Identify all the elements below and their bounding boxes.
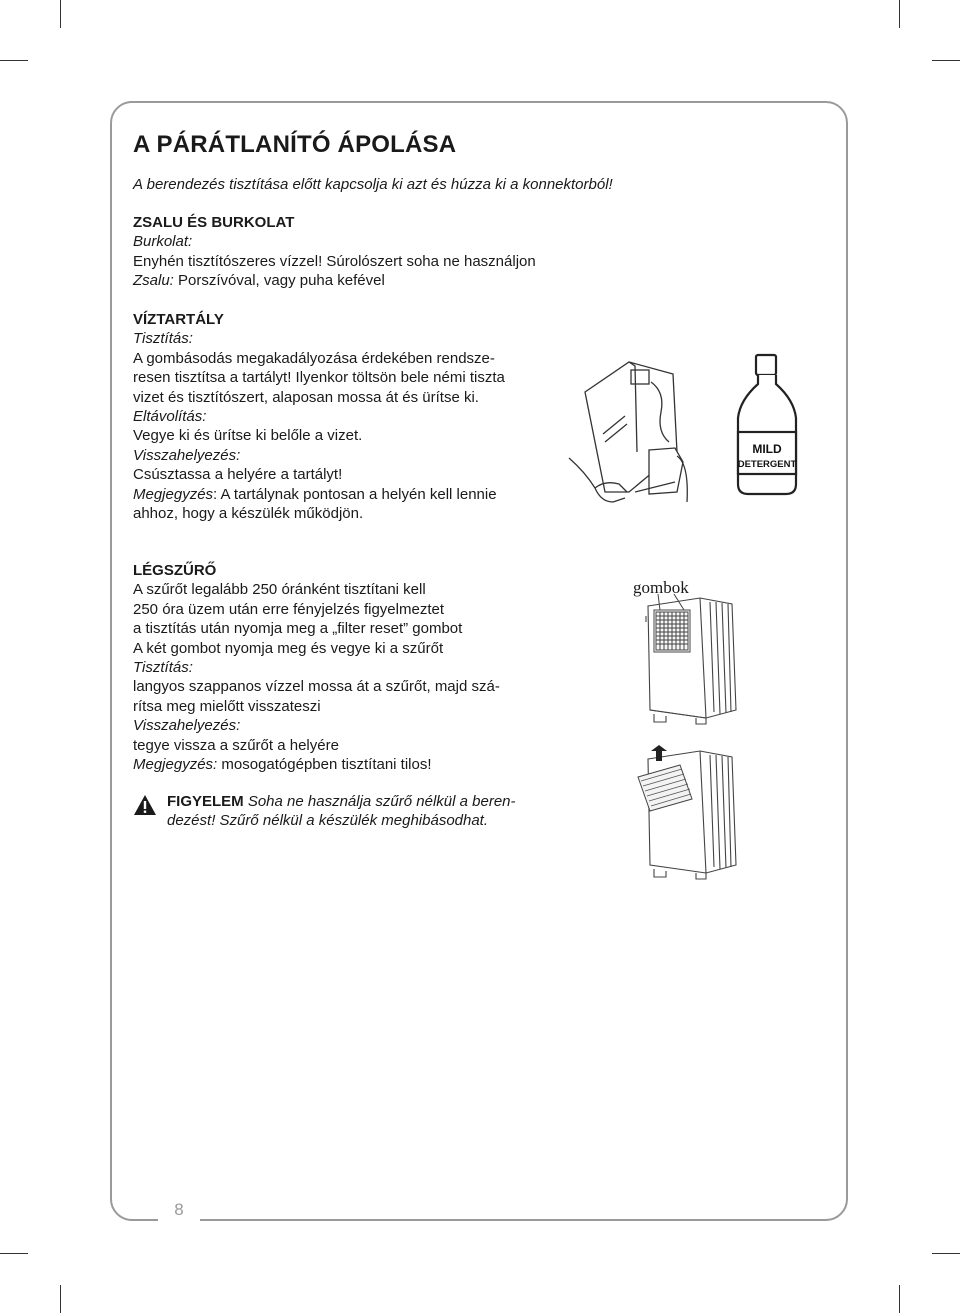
- crop-mark: [60, 0, 61, 28]
- label: Megjegyzés: [133, 485, 214, 503]
- body-text: mosogatógépben tisztítani tilos!: [217, 756, 432, 774]
- water-tank-illustration: [565, 352, 705, 522]
- warning-triangle-icon: [133, 794, 157, 816]
- warning-line: Soha ne használja szűrő nélkül a beren-: [243, 793, 516, 810]
- section-viztartaly: [133, 310, 573, 523]
- crop-mark: [932, 60, 960, 61]
- body-text: Csúsztassa a helyére a tartályt!: [133, 466, 343, 484]
- warning-line: dezést! Szűrő nélkül a készülék meghibásodhat.: [167, 812, 489, 830]
- intro-text: A berendezés tisztítása előtt kapcsolja ki azt és húzza ki a konnektorból!: [133, 176, 613, 193]
- label: Visszahelyezés:: [133, 446, 241, 464]
- detergent-bottle-illustration: [730, 352, 802, 498]
- bottle-label-line1: MILD: [752, 442, 782, 456]
- gombok-label: gombok: [633, 578, 689, 597]
- body-text: A szűrőt legalább 250 óránként tisztítani kell: [133, 581, 426, 599]
- crop-mark: [899, 1285, 900, 1313]
- body-text: vizet és tisztítószert, alaposan mossa át és ürítse ki.: [133, 388, 479, 406]
- body-text: Porszívóval, vagy puha kefével: [173, 272, 385, 290]
- body-text: 250 óra üzem után erre fényjelzés figyelmeztet: [133, 600, 444, 618]
- body-text: ahhoz, hogy a készülék működjön.: [133, 505, 364, 523]
- section-heading: VÍZTARTÁLY: [133, 311, 224, 328]
- crop-mark: [899, 0, 900, 28]
- body-text: [133, 755, 573, 774]
- warning-text: [167, 792, 587, 831]
- section-heading: LÉGSZŰRŐ: [133, 562, 217, 579]
- label: Visszahelyezés:: [133, 717, 241, 735]
- page-title: A PÁRÁTLANÍTÓ ÁPOLÁSA: [133, 131, 457, 158]
- label: Eltávolítás:: [133, 408, 207, 426]
- section-zsalu: [133, 213, 573, 291]
- body-text: resen tisztítsa a tartályt! Ilyenkor töltsön bele némi tiszta: [133, 369, 505, 387]
- label: Burkolat:: [133, 233, 193, 251]
- page-number: 8: [158, 1192, 200, 1228]
- body-text: Vegye ki és ürítse ki belőle a vizet.: [133, 427, 363, 445]
- body-text: tegye vissza a szűrőt a helyére: [133, 736, 339, 754]
- crop-mark: [60, 1285, 61, 1313]
- label: Megjegyzés:: [133, 756, 218, 774]
- body-text: a tisztítás után nyomja meg a „filter reset” gombot: [133, 620, 463, 638]
- section-legszuro: [133, 561, 573, 774]
- body-text: [133, 485, 573, 504]
- body-text: rítsa meg mielőtt visszateszi: [133, 697, 321, 715]
- label: Zsalu:: [133, 272, 174, 290]
- label: Tisztítás:: [133, 330, 193, 348]
- section-heading: ZSALU ÉS BURKOLAT: [133, 214, 295, 231]
- body-text: langyos szappanos vízzel mossa át a szűrőt, majd szá-: [133, 678, 500, 696]
- crop-mark: [0, 60, 28, 61]
- body-text: [133, 271, 573, 290]
- body-text: A két gombot nyomja meg és vegye ki a szűrőt: [133, 639, 444, 657]
- label: Tisztítás:: [133, 659, 193, 677]
- bottle-label-line2: DETERGENT: [737, 459, 797, 470]
- body-text: : A tartálynak pontosan a helyén kell lennie: [213, 485, 497, 503]
- crop-mark: [932, 1253, 960, 1254]
- dehumidifier-filter-removed-illustration: [636, 745, 751, 885]
- crop-mark: [0, 1253, 28, 1254]
- body-text: A gombásodás megakadályozása érdekében rendsze-: [133, 349, 495, 367]
- dehumidifier-filter-illustration: [640, 592, 750, 727]
- warning-bold: FIGYELEM: [167, 793, 244, 810]
- body-text: Enyhén tisztítószeres vízzel! Súrolószert soha ne használjon: [133, 252, 536, 270]
